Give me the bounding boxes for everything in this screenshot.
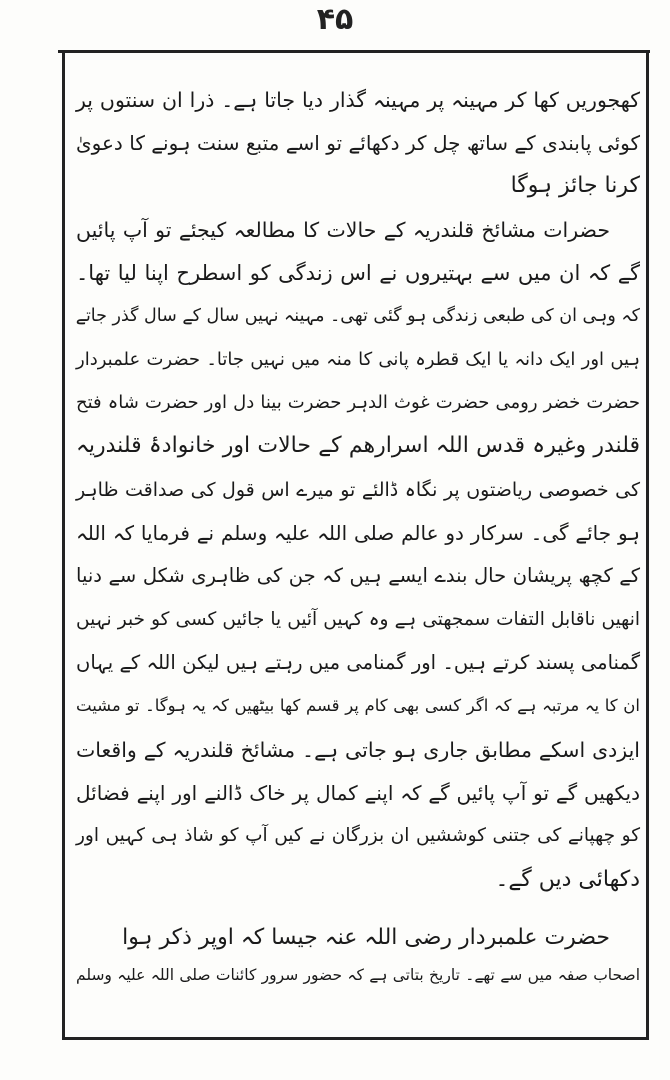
- text-line: حضرت خضر رومی حضرت غوث الدہر حضرت بینا دل اور حضرت شاہ فتح: [76, 392, 640, 413]
- text-line: کوئی پابندی کے ساتھ چل کر دکھائے تو اسے متبع سنت ہونے کا دعویٰ: [76, 131, 640, 155]
- header-rule: [58, 50, 650, 53]
- text-line: کھجوریں کھا کر مہینہ پر مہینہ گذار دیا جاتا ہے۔ ذرا ان سنتوں پر: [76, 88, 640, 112]
- text-line: ہو جائے گی۔ سرکار دو عالم صلی اللہ علیہ وسلم نے فرمایا کہ اللہ: [76, 521, 640, 545]
- text-line: دکھائی دیں گے۔: [495, 867, 640, 892]
- paragraph-start-line: حضرات مشائخ قلندریہ کے حالات کا مطالعہ کیجئے تو آپ پائیں: [76, 218, 610, 242]
- text-line: انھیں ناقابل التفات سمجھتی ہے وہ کہیں آئیں یا جائیں کسی کو خبر نہیں: [76, 609, 640, 630]
- text-line: دیکھیں گے تو آپ پائیں گے کہ اپنے کمال پر خاک ڈالنے اور اپنے فضائل: [76, 781, 640, 805]
- text-line: کو چھپانے کی جتنی کوششیں ان بزرگان نے کیں آپ کو شاذ ہی کہیں اور: [76, 825, 640, 846]
- text-line: کرنا جائز ہوگا: [510, 173, 640, 198]
- frame-left-border: [62, 50, 65, 1040]
- text-line: اصحاب صفہ میں سے تھے۔ تاریخ بتاتی ہے کہ حضور سرور کائنات صلی اللہ علیہ وسلم: [76, 966, 640, 984]
- frame-bottom-border: [62, 1037, 649, 1040]
- text-line: کی خصوصی ریاضتوں پر نگاہ ڈالئے تو میرے اس قول کی صداقت ظاہر: [76, 479, 640, 501]
- text-line: ان کا یہ مرتبہ ہے کہ اگر کسی بھی کام پر قسم کھا بیٹھیں کہ یہ ہوگا۔ تو مشیت: [76, 696, 640, 715]
- frame-right-border: [646, 50, 649, 1040]
- text-line: کے کچھ پریشان حال بندے ایسے ہیں کہ جن کی ظاہری شکل سے دنیا: [76, 564, 640, 587]
- paragraph-start-line: حضرت علمبردار رضی اللہ عنہ جیسا کہ اوپر ذکر ہوا: [122, 925, 610, 950]
- text-line: ایزدی اسکے مطابق جاری ہو جاتی ہے۔ مشائخ قلندریہ کے واقعات: [76, 738, 640, 762]
- text-line: ہیں اور ایک دانہ یا ایک قطرہ پانی کا منہ میں نہیں جاتا۔ حضرت علمبردار: [76, 349, 640, 370]
- text-line: کہ وہی ان کی طبعی زندگی ہو گئی تھی۔ مہینہ نہیں سال کے سال گذر جاتے: [75, 306, 640, 326]
- text-line: قلندر وغیرہ قدس اللہ اسرارھم کے حالات اور خانوادۂ قلندریہ: [76, 433, 640, 458]
- page-number: ۴۵: [316, 2, 354, 37]
- text-line: گے کہ ان میں سے بہتیروں نے اس زندگی کو اسطرح اپنا لیا تھا۔: [76, 261, 640, 285]
- text-line: گمنامی پسند کرتے ہیں۔ اور گمنامی میں رہتے ہیں لیکن اللہ کے یہاں: [76, 651, 640, 674]
